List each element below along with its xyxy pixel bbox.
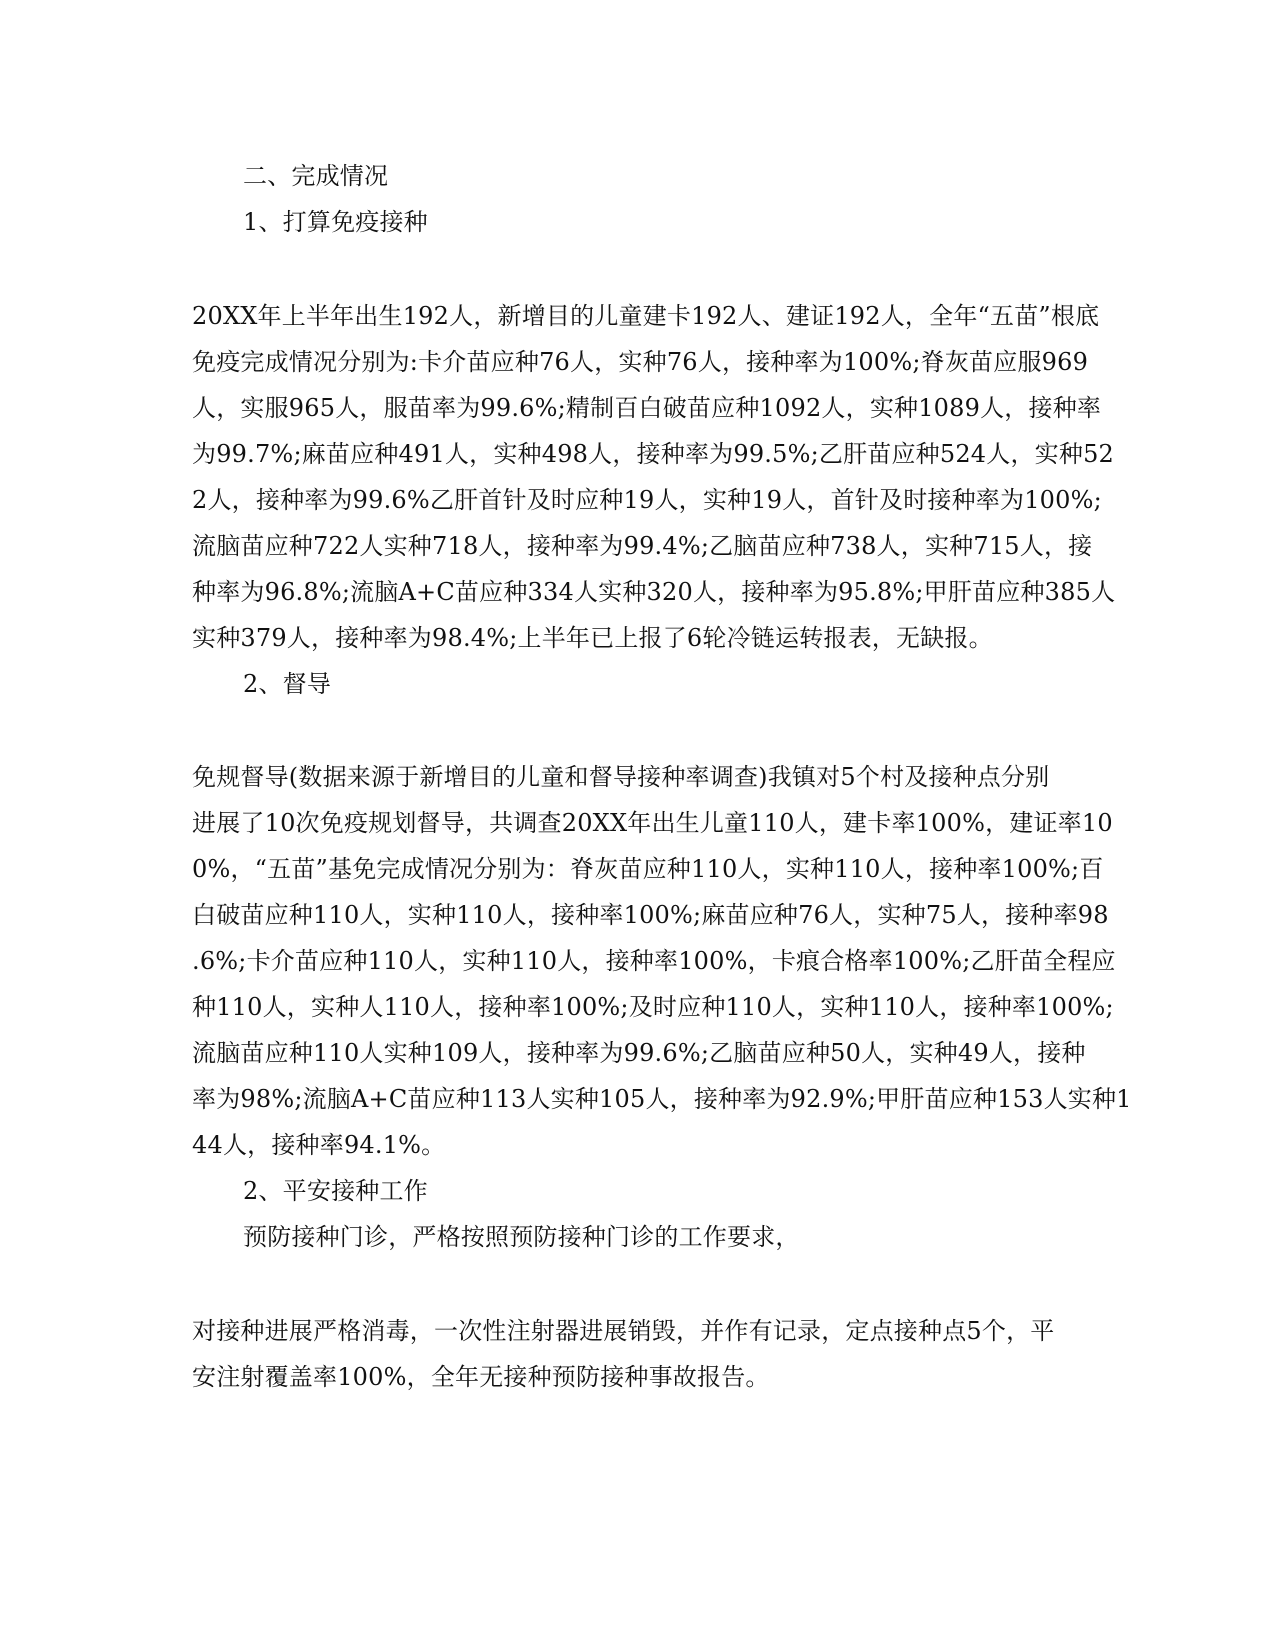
paragraph-line: 免疫完成情况分别为:卡介苗应种76人，实种76人，接种率为100%;脊灰苗应服969 [192, 348, 1089, 376]
paragraph-line: 进展了10次免疫规划督导，共调查20XX年出生儿童110人，建卡率100%，建证率10 [192, 809, 1113, 837]
paragraph-line: 流脑苗应种722人实种718人，接种率为99.4%;乙脑苗应种738人，实种715人，接 [192, 532, 1093, 560]
paragraph-line: 为99.7%;麻苗应种491人，实种498人，接种率为99.5%;乙肝苗应种524人，实种52 [192, 440, 1115, 468]
paragraph-line: 2人，接种率为99.6%乙肝首针及时应种19人，实种19人，首针及时接种率为100%; [192, 486, 1102, 514]
paragraph-line: 白破苗应种110人，实种110人，接种率100%;麻苗应种76人，实种75人，接种率98 [192, 901, 1109, 929]
paragraph-line: .6%;卡介苗应种110人，实种110人，接种率100%，卡痕合格率100%;乙肝苗全程应 [192, 947, 1116, 975]
paragraph-line: 实种379人，接种率为98.4%;上半年已上报了6轮冷链运转报表，无缺报。 [192, 624, 993, 652]
paragraph-line: 对接种进展严格消毒，一次性注射器进展销毁，并作有记录，定点接种点5个，平 [192, 1317, 1055, 1345]
paragraph-line: 免规督导(数据来源于新增目的儿童和督导接种率调查)我镇对5个村及接种点分别 [192, 763, 1050, 791]
paragraph-line: 种率为96.8%;流脑A+C苗应种334人实种320人，接种率为95.8%;甲肝苗应种385人 [192, 578, 1116, 606]
subsection-heading-immunization: 1、打算免疫接种 [243, 208, 428, 236]
subsection-heading-supervision: 2、督导 [243, 670, 332, 698]
paragraph-line: 流脑苗应种110人实种109人，接种率为99.6%;乙脑苗应种50人，实种49人，接种 [192, 1039, 1086, 1067]
paragraph-line: 种110人，实种人110人，接种率100%;及时应种110人，实种110人，接种率100%; [192, 993, 1114, 1021]
paragraph-line: 率为98%;流脑A+C苗应种113人实种105人，接种率为92.9%;甲肝苗应种153人实种1 [192, 1085, 1132, 1113]
paragraph-line: 44人，接种率94.1%。 [192, 1131, 446, 1159]
paragraph-line: 20XX年上半年出生192人，新增目的儿童建卡192人、建证192人，全年“五苗”根底 [192, 302, 1100, 330]
paragraph-intro-line: 预防接种门诊，严格按照预防接种门诊的工作要求， [243, 1223, 800, 1251]
subsection-heading-safe-injection: 2、平安接种工作 [243, 1177, 428, 1205]
section-heading-completion: 二、完成情况 [243, 162, 389, 190]
paragraph-line: 人，实服965人，服苗率为99.6%;精制百白破苗应种1092人，实种1089人，接种率 [192, 394, 1102, 422]
paragraph-line: 安注射覆盖率100%，全年无接种预防接种事故报告。 [192, 1363, 770, 1391]
paragraph-line: 0%，“五苗”基免完成情况分别为：脊灰苗应种110人，实种110人，接种率100%;百 [192, 855, 1104, 883]
